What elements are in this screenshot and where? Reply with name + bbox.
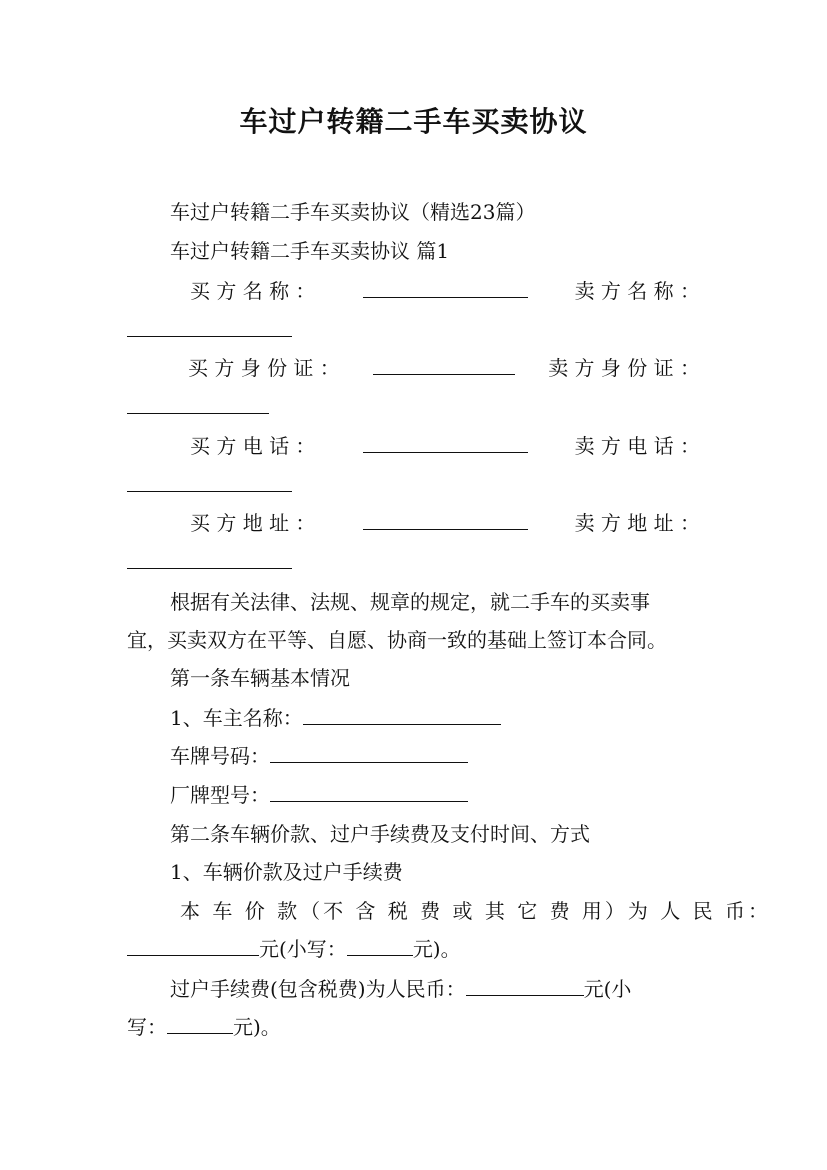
- plate-blank: [270, 744, 468, 763]
- seller-phone-blank-row: [127, 473, 700, 497]
- owner-label: 1、车主名称：: [170, 706, 303, 730]
- buyer-address-blank: [363, 511, 528, 530]
- fee-small-blank: [167, 1015, 233, 1034]
- seller-id-blank-row: [127, 395, 700, 419]
- intro-line-2: 宜，买卖双方在平等、自愿、协商一致的基础上签订本合同。: [127, 628, 667, 652]
- buyer-id-label: 买 方 身 份 证 ：: [188, 356, 340, 380]
- section-heading: 车过户转籍二手车买卖协议 篇1: [170, 239, 450, 263]
- owner-blank: [303, 706, 501, 725]
- document-subtitle: 车过户转籍二手车买卖协议（精选23篇）: [170, 200, 536, 224]
- buyer-id-blank: [373, 356, 515, 375]
- fee-label: 过户手续费(包含税费)为人民币：: [170, 977, 466, 1001]
- model-label: 厂牌型号：: [170, 783, 270, 807]
- buyer-address-label: 买 方 地 址 ：: [190, 511, 316, 535]
- price-unit: 元(小写：: [259, 937, 347, 961]
- seller-id-label: 卖 方 身 份 证 ：: [548, 356, 700, 380]
- party-row-id: [188, 356, 700, 380]
- seller-id-blank: [127, 395, 269, 414]
- item-1-heading: 1、车辆价款及过户手续费: [170, 860, 403, 884]
- buyer-name-label: 买 方 名 称 ：: [190, 279, 316, 303]
- fee-unit: 元(小: [583, 977, 632, 1001]
- buyer-name-blank: [363, 279, 528, 298]
- fee-line-1: [170, 977, 700, 1001]
- article-2-heading: 第二条车辆价款、过户手续费及支付时间、方式: [170, 822, 590, 846]
- intro-line-1: 根据有关法律、法规、规章的规定，就二手车的买卖事: [170, 590, 650, 614]
- party-row-address: [190, 511, 700, 535]
- party-row-name: [190, 279, 700, 303]
- seller-phone-blank: [127, 473, 292, 492]
- owner-row: [170, 706, 743, 730]
- price-end: 元)。: [412, 937, 461, 961]
- party-row-phone: [190, 434, 700, 458]
- plate-label: 车牌号码：: [170, 744, 270, 768]
- fee-blank: [466, 977, 584, 996]
- price-blank: [127, 937, 259, 956]
- seller-name-label: 卖 方 名 称 ：: [574, 279, 700, 303]
- model-row: [170, 783, 743, 807]
- buyer-phone-blank: [363, 434, 528, 453]
- seller-name-blank: [127, 318, 292, 337]
- buyer-phone-label: 买 方 电 话 ：: [190, 434, 316, 458]
- fee-line-2: [127, 1015, 700, 1039]
- document-title: 车过户转籍二手车买卖协议: [239, 105, 588, 138]
- price-small-blank: [347, 937, 413, 956]
- fee-line2-label: 写：: [127, 1015, 167, 1039]
- seller-phone-label: 卖 方 电 话 ：: [574, 434, 700, 458]
- seller-address-label: 卖 方 地 址 ：: [574, 511, 700, 535]
- fee-end: 元)。: [233, 1015, 281, 1039]
- article-1-heading: 第一条车辆基本情况: [170, 666, 350, 690]
- seller-name-blank-row: [127, 318, 700, 342]
- seller-address-blank-row: [127, 550, 700, 574]
- seller-address-blank: [127, 550, 292, 569]
- price-line-1: 本 车 价 款（不 含 税 费 或 其 它 费 用）为 人 民 币：: [180, 899, 772, 923]
- price-line-2: [127, 937, 700, 961]
- model-blank: [270, 783, 468, 802]
- plate-row: [170, 744, 743, 768]
